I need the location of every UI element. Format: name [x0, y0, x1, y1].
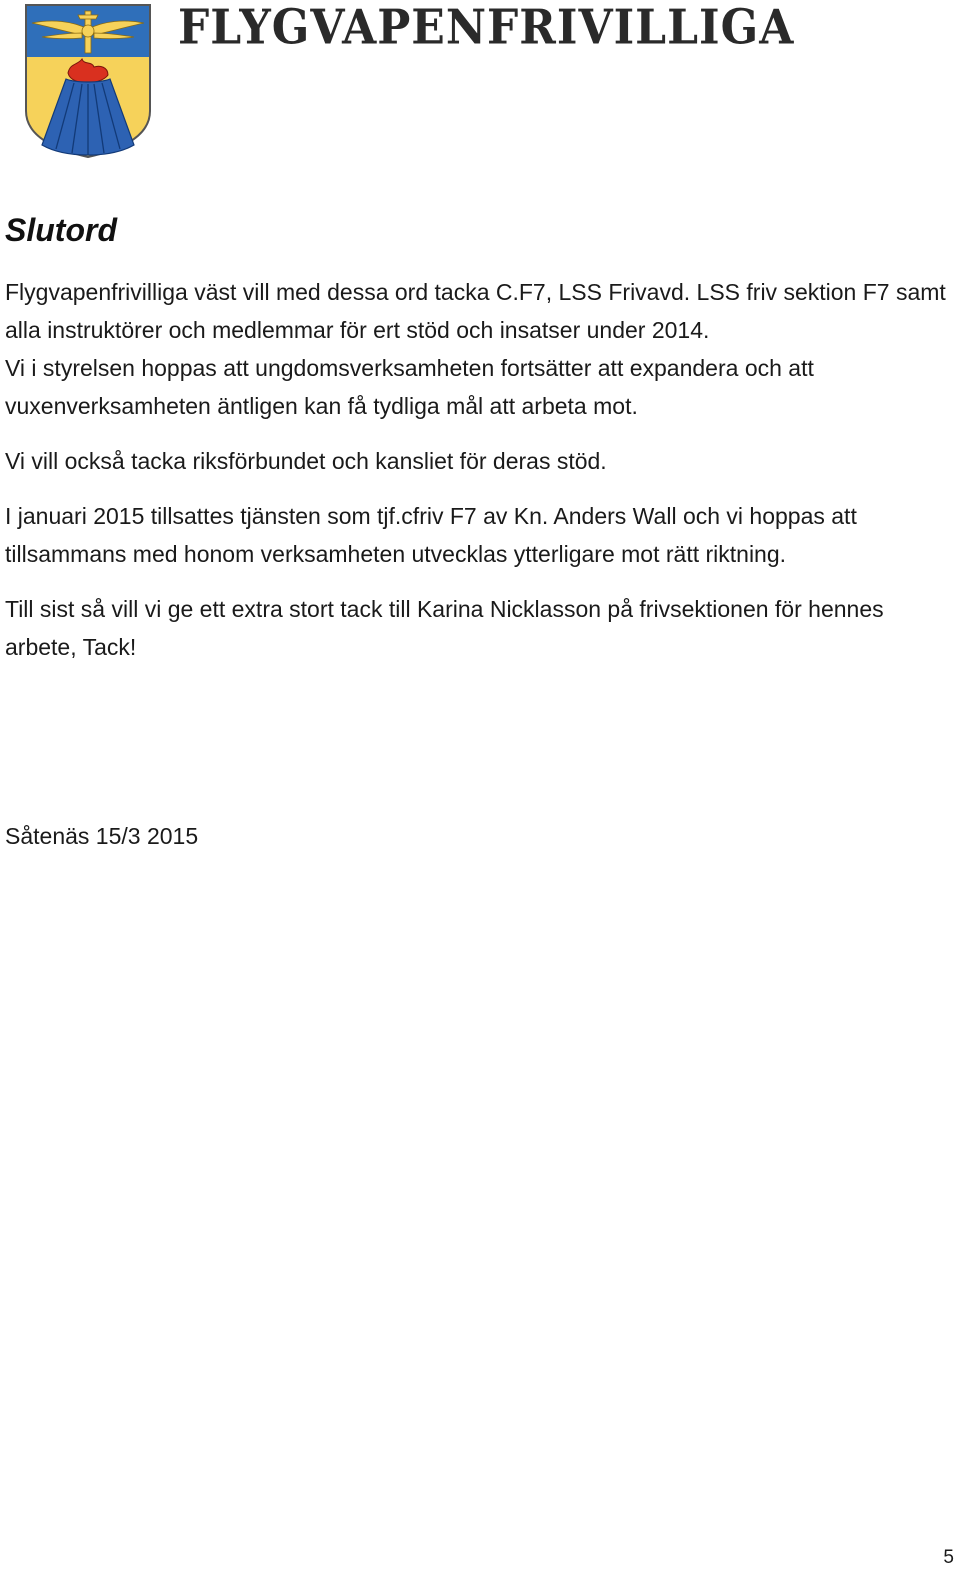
paragraph-thanks: Flygvapenfrivilliga väst vill med dessa ord tacka C.F7, LSS Frivavd. LSS friv sektion F7 samt alla instruktörer och medlemmar för ert stöd och insatser under 2014. [5, 279, 946, 343]
paragraph-board-hopes: Vi i styrelsen hoppas att ungdomsverksamheten fortsätter att expandera och att vuxenverksamheten äntligen kan få tydliga mål att arbeta mot. [5, 355, 814, 419]
paragraph-federation-thanks: Vi vill också tacka riksförbundet och kansliet för deras stöd. [5, 448, 607, 474]
organization-title: FLYGVAPENFRIVILLIGA [178, 0, 795, 56]
paragraph-appointment: I januari 2015 tillsattes tjänsten som tjf.cfriv F7 av Kn. Anders Wall och vi hoppas att tillsammans med honom verksamheten utvecklas ytterligare mot rätt riktning. [5, 503, 857, 567]
page-number: 5 [943, 1547, 954, 1568]
paragraph-final-thanks: Till sist så vill vi ge ett extra stort tack till Karina Nicklasson på frivsektionen för hennes arbete, Tack! [5, 596, 884, 660]
page-heading: Slutord [5, 212, 117, 248]
body-text [5, 274, 950, 666]
place-and-date: Såtenäs 15/3 2015 [5, 823, 199, 849]
coat-of-arms-icon [22, 3, 154, 159]
